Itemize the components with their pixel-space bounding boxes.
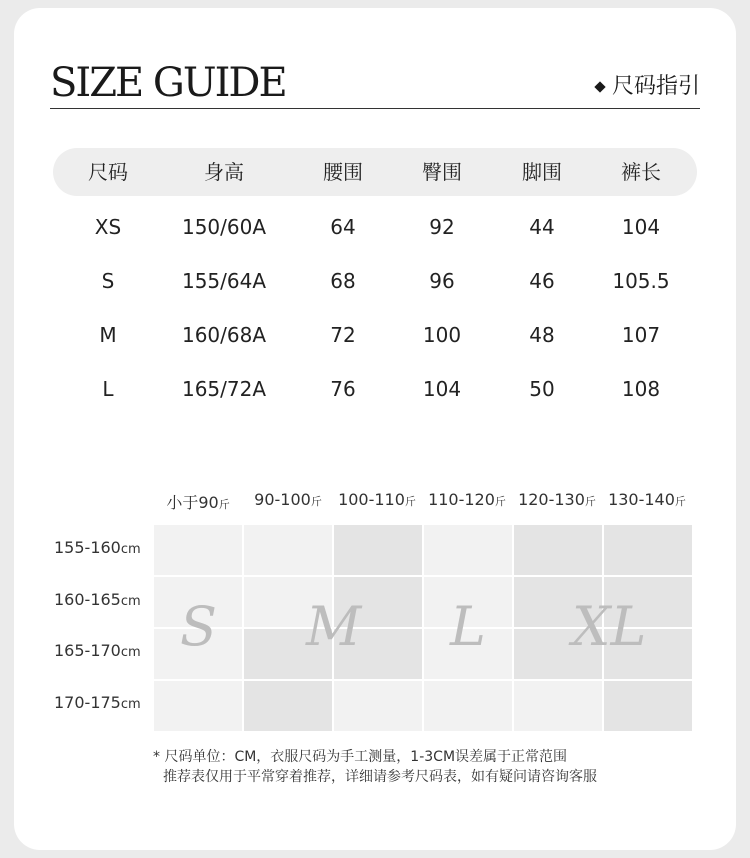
grid-cell	[514, 525, 602, 575]
grid-column-header: 100-110斤	[338, 490, 416, 509]
table-cell: 68	[330, 269, 356, 293]
table-cell: 44	[529, 215, 555, 239]
table-cell: 165/72A	[181, 377, 267, 401]
table-cell: 64	[330, 215, 356, 239]
grid-column-header: 120-130斤	[518, 490, 596, 509]
column-header: 腰围	[323, 160, 363, 184]
grid-row-label: 155-160cm	[54, 538, 141, 557]
table-cell: 100	[422, 323, 462, 347]
table-cell: 105.5	[612, 269, 670, 293]
grid-row-label: 160-165cm	[54, 590, 141, 609]
page-title: SIZE GUIDE	[50, 60, 286, 106]
table-row	[0, 311, 750, 359]
table-cell: 72	[330, 323, 356, 347]
title-divider	[50, 108, 700, 109]
grid-column-header: 110-120斤	[428, 490, 506, 509]
size-zone-label: L	[450, 595, 486, 658]
grid-cell	[424, 681, 512, 731]
table-cell: 150/60A	[181, 215, 267, 239]
grid-cell	[424, 525, 512, 575]
size-zone-label: XL	[572, 595, 647, 658]
column-header: 臀围	[422, 160, 462, 184]
table-cell: 48	[529, 323, 555, 347]
grid-column-header: 130-140斤	[608, 490, 686, 509]
grid-cell	[514, 681, 602, 731]
table-cell: 92	[429, 215, 455, 239]
grid-cell	[604, 525, 692, 575]
table-row	[0, 365, 750, 413]
grid-row-label: 170-175cm	[54, 693, 141, 712]
table-cell: 96	[429, 269, 455, 293]
table-cell: 76	[330, 377, 356, 401]
grid-cell	[244, 681, 332, 731]
grid-row-label: 165-170cm	[54, 641, 141, 660]
grid-cell	[154, 681, 242, 731]
column-header: 尺码	[88, 160, 128, 184]
table-row	[0, 203, 750, 251]
table-cell: L	[102, 377, 114, 401]
grid-cell	[244, 525, 332, 575]
table-cell: 104	[621, 215, 661, 239]
grid-cell	[334, 681, 422, 731]
grid-cell	[154, 525, 242, 575]
note-line: 推荐表仅用于平常穿着推荐，详细请参考尺码表，如有疑问请咨询客服	[163, 769, 597, 785]
grid-column-header: 小于90斤	[166, 493, 230, 512]
table-cell: 46	[529, 269, 555, 293]
grid-cell	[604, 681, 692, 731]
size-table-header-row	[0, 148, 750, 196]
table-cell: M	[99, 323, 117, 347]
size-zone-label: S	[180, 595, 217, 658]
table-row	[0, 257, 750, 305]
subtitle-text: 尺码指引	[611, 74, 700, 99]
grid-column-header: 90-100斤	[254, 490, 322, 509]
table-cell: 160/68A	[181, 323, 267, 347]
table-cell: 104	[422, 377, 462, 401]
table-cell: 155/64A	[181, 269, 267, 293]
column-header: 身高	[204, 160, 244, 184]
column-header: 脚围	[522, 160, 562, 184]
table-cell: S	[101, 269, 115, 293]
column-header: 裤长	[621, 160, 661, 184]
table-cell: 107	[621, 323, 661, 347]
size-zone-label: M	[306, 595, 362, 658]
table-cell: XS	[94, 215, 122, 239]
note-line: * 尺码单位：CM，衣服尺码为手工测量，1-3CM误差属于正常范围	[153, 749, 568, 765]
grid-cell	[334, 525, 422, 575]
table-cell: 50	[529, 377, 555, 401]
diamond-icon	[594, 81, 605, 92]
page-subtitle	[596, 72, 700, 102]
table-cell: 108	[621, 377, 661, 401]
